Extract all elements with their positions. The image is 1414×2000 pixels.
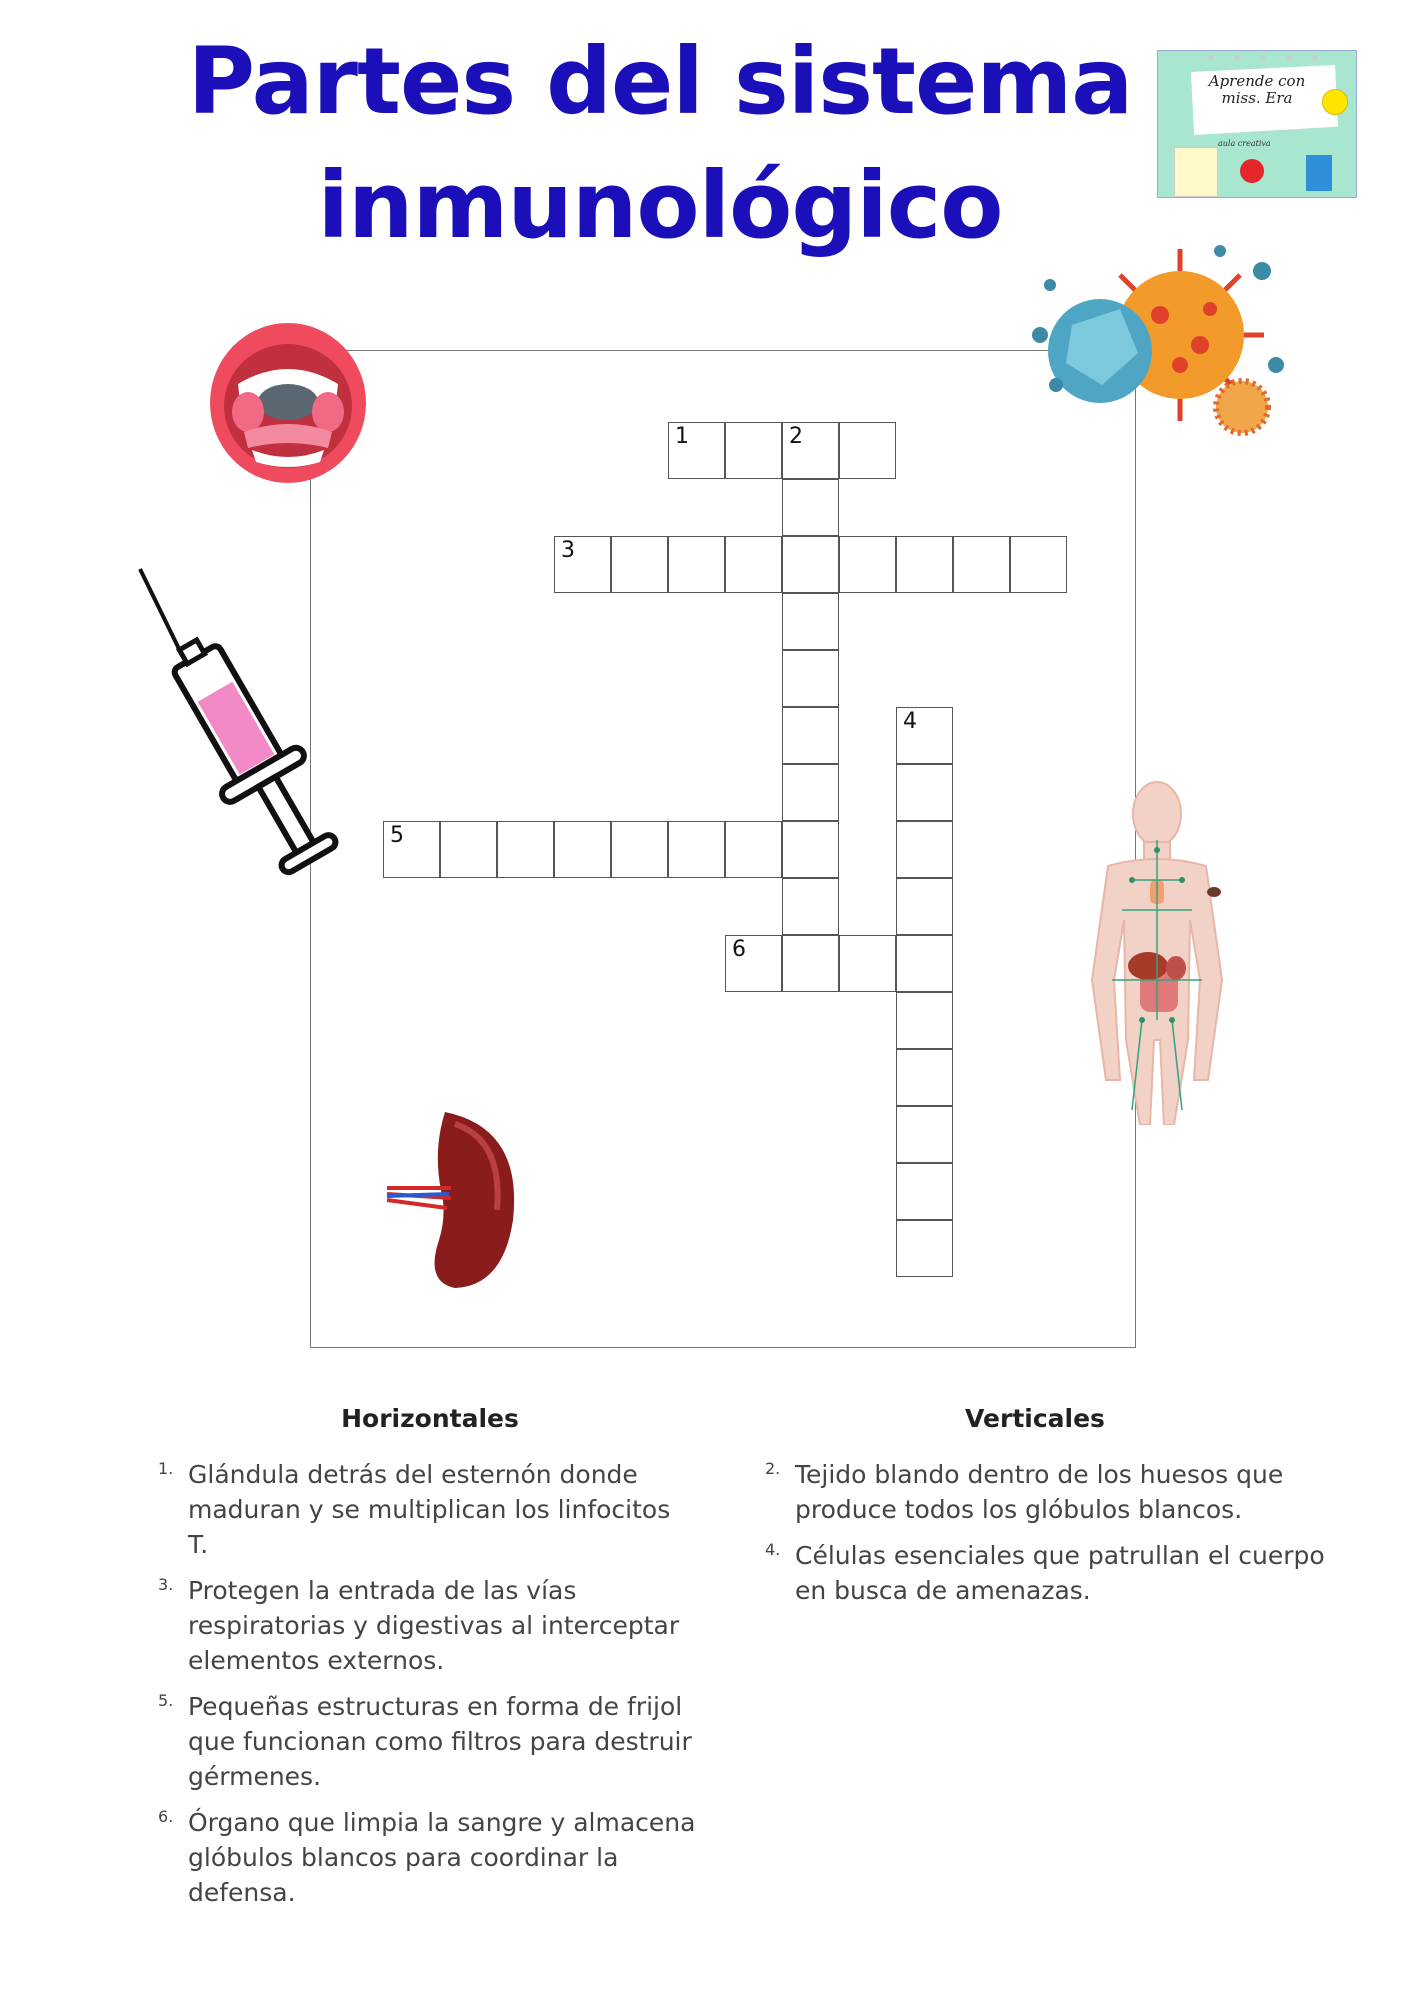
logo-subtitle: aula creativa (1218, 139, 1271, 148)
crossword-cell[interactable] (383, 821, 440, 878)
crossword-cell[interactable] (839, 422, 896, 479)
cell-number: 4 (903, 709, 917, 734)
crossword-cell[interactable] (953, 536, 1010, 593)
clue-horizontal-3 (158, 1573, 698, 1678)
clue-horizontal-6 (158, 1805, 698, 1910)
crossword-cell[interactable] (782, 935, 839, 992)
crossword-cell[interactable] (896, 992, 953, 1049)
clue-vertical-2 (765, 1457, 1325, 1527)
crossword-cell[interactable] (896, 764, 953, 821)
cell-number: 2 (789, 424, 803, 449)
crossword-cell[interactable] (725, 536, 782, 593)
crossword-cell[interactable] (782, 707, 839, 764)
crossword-cell[interactable] (554, 536, 611, 593)
clue-vertical-4 (765, 1538, 1325, 1608)
crossword-cell[interactable] (782, 422, 839, 479)
apple-icon (1240, 159, 1264, 183)
syringe-icon (130, 565, 350, 895)
crossword-cell[interactable] (782, 821, 839, 878)
crossword-cell[interactable] (782, 593, 839, 650)
pencil-cup-icon (1306, 155, 1332, 191)
crossword-cell[interactable] (896, 707, 953, 764)
clue-text: Tejido blando dentro de los huesos que produce todos los glóbulos blancos. (795, 1460, 1284, 1524)
crossword-cell[interactable] (782, 650, 839, 707)
clue-horizontal-1 (158, 1457, 698, 1562)
crossword-cell[interactable] (611, 536, 668, 593)
cell-number: 5 (390, 823, 404, 848)
crossword-cell[interactable] (554, 821, 611, 878)
crossword-cell[interactable] (896, 1106, 953, 1163)
horizontal-heading: Horizontales (341, 1404, 519, 1433)
logo-line-1: Aprende con (1208, 72, 1306, 90)
clue-text: Glándula detrás del esternón donde maduran y se multiplican los linfocitos T. (188, 1460, 671, 1559)
title-line-2: inmunológico (317, 152, 1003, 259)
crossword-cell[interactable] (497, 821, 554, 878)
crossword-cell[interactable] (440, 821, 497, 878)
crossword-cell[interactable] (668, 821, 725, 878)
spleen-icon (385, 1110, 525, 1290)
cell-number: 1 (675, 424, 689, 449)
crossword-cell[interactable] (896, 935, 953, 992)
crossword-cell[interactable] (725, 935, 782, 992)
logo-dots (1198, 55, 1328, 61)
crossword-cell[interactable] (725, 422, 782, 479)
crossword-cell[interactable] (1010, 536, 1067, 593)
clue-number: 2. (765, 1459, 781, 1478)
crossword-cell[interactable] (611, 821, 668, 878)
crossword-cell[interactable] (782, 536, 839, 593)
clue-number: 4. (765, 1540, 781, 1559)
clue-number: 6. (158, 1807, 174, 1826)
clue-number: 5. (158, 1691, 174, 1710)
crossword-cell[interactable] (896, 1220, 953, 1277)
mouth-tonsils-icon (208, 320, 368, 486)
crossword-cell[interactable] (668, 422, 725, 479)
clue-number: 3. (158, 1575, 174, 1594)
smiley-icon (1322, 89, 1348, 115)
page-title (180, 20, 1140, 268)
clue-number: 1. (158, 1459, 174, 1478)
vertical-heading: Verticales (965, 1404, 1105, 1433)
crossword-cell[interactable] (782, 764, 839, 821)
clue-horizontal-5 (158, 1689, 698, 1794)
logo-line-2: miss. Era (1221, 89, 1293, 107)
cell-number: 6 (732, 937, 746, 962)
crossword-cell[interactable] (839, 935, 896, 992)
crossword-cell[interactable] (839, 536, 896, 593)
crossword-cell[interactable] (896, 878, 953, 935)
crossword-cell[interactable] (896, 536, 953, 593)
crossword-cell[interactable] (782, 479, 839, 536)
crossword-cell[interactable] (896, 1163, 953, 1220)
clue-text: Órgano que limpia la sangre y almacena glóbulos blancos para coordinar la defensa. (188, 1808, 696, 1907)
crossword-cell[interactable] (896, 1049, 953, 1106)
crossword-cell[interactable] (896, 821, 953, 878)
clue-text: Células esenciales que patrullan el cuerpo en busca de amenazas. (795, 1541, 1325, 1605)
logo-text (1202, 73, 1312, 107)
clue-text: Pequeñas estructuras en forma de frijol que funcionan como filtros para destruir gérmenes. (188, 1692, 692, 1791)
lymphatic-body-icon (1072, 780, 1242, 1125)
brand-logo (1157, 50, 1357, 198)
crossword-cell[interactable] (725, 821, 782, 878)
notepad-icon (1174, 147, 1218, 197)
crossword-cell[interactable] (782, 878, 839, 935)
cell-number: 3 (561, 538, 575, 563)
virus-icon (1010, 235, 1300, 445)
crossword-cell[interactable] (668, 536, 725, 593)
clue-text: Protegen la entrada de las vías respiratorias y digestivas al interceptar elementos externos. (188, 1576, 680, 1675)
title-line-1: Partes del sistema (187, 28, 1133, 135)
